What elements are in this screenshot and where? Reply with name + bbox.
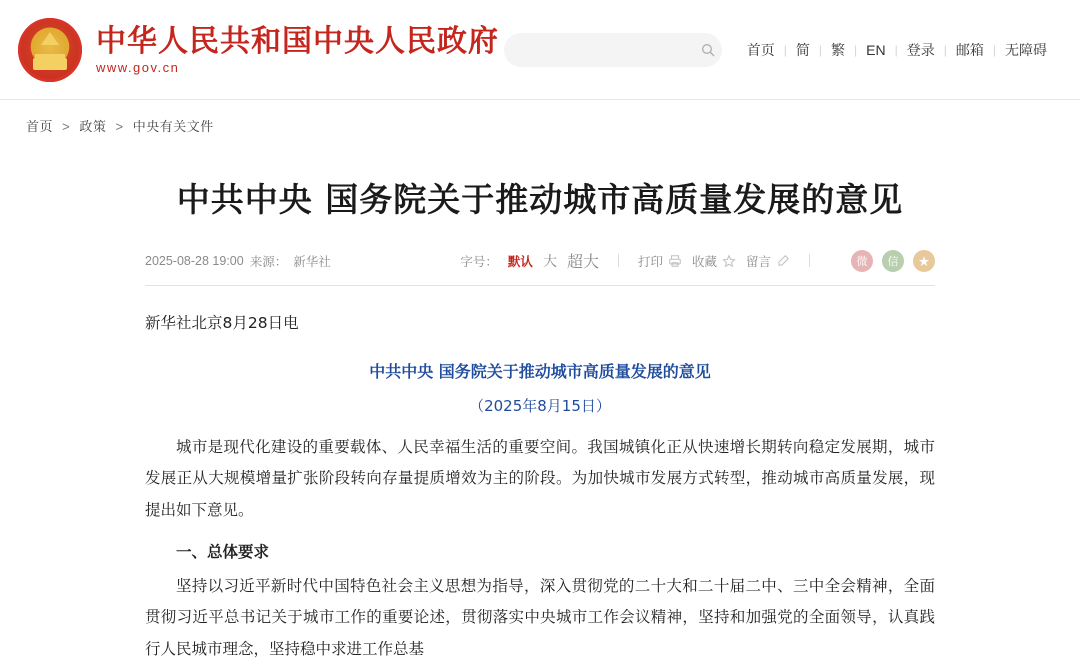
message-button[interactable]	[746, 252, 790, 270]
nav-separator: |	[818, 42, 823, 57]
section-heading: 一、总体要求	[176, 542, 270, 561]
star-icon	[722, 254, 736, 268]
nav-item-login[interactable]: 登录	[906, 41, 935, 58]
source-name: 新华社	[293, 254, 331, 269]
article-meta-bar	[145, 249, 935, 286]
search-input[interactable]	[520, 41, 700, 58]
search-box[interactable]	[504, 33, 722, 67]
site-title: 中华人民共和国中央人民政府	[96, 23, 499, 59]
pencil-icon	[776, 254, 790, 268]
tool-divider	[618, 254, 619, 267]
message-label: 留言	[745, 254, 771, 269]
brand-text	[96, 25, 499, 75]
nav-item-traditional[interactable]: 繁	[831, 41, 846, 58]
meta-tools	[460, 249, 935, 272]
breadcrumb-item-central-documents[interactable]: 中央有关文件	[132, 119, 214, 134]
nav-separator: |	[854, 42, 858, 57]
site-brand[interactable]	[18, 18, 499, 82]
document-inner-date: （2025年8月15日）	[469, 396, 611, 415]
favorite-share-icon[interactable]: ★	[913, 250, 935, 272]
weibo-share-icon[interactable]: 微	[851, 250, 873, 272]
breadcrumb	[0, 100, 1080, 135]
document-inner-title: 中共中央 国务院关于推动城市高质量发展的意见	[369, 361, 711, 381]
breadcrumb-separator: >	[115, 119, 124, 134]
meta-left	[145, 252, 331, 270]
fontsize-large-button[interactable]: 大	[542, 252, 557, 269]
paragraph: 坚持以习近平新时代中国特色社会主义思想为指导，深入贯彻党的二十大和二十届二中、三中全会精神，全面贯彻习近平总书记关于城市工作的重要论述，贯彻落实中央城市工作会议精神，坚持和加强党的全面领导，认真践行人民城市理念，坚持稳中求进工作总基	[145, 576, 935, 659]
publish-datetime: 2025-08-28 19:00	[145, 253, 244, 268]
article-body	[145, 286, 935, 666]
fontsize-label: 字号：	[460, 254, 498, 269]
nav-item-simplified[interactable]: 简	[795, 41, 810, 58]
dateline: 新华社北京8月28日电	[145, 314, 299, 333]
search-icon[interactable]	[700, 42, 716, 58]
breadcrumb-separator: >	[62, 119, 71, 134]
source-label: 来源：	[249, 254, 288, 269]
share-group	[851, 250, 935, 272]
collect-button[interactable]	[692, 252, 736, 270]
print-button[interactable]	[638, 252, 682, 270]
nav-item-home[interactable]: 首页	[746, 41, 775, 58]
collect-label: 收藏	[691, 254, 717, 269]
nav-item-accessibility[interactable]: 无障碍	[1005, 41, 1047, 58]
nav-separator: |	[992, 42, 996, 57]
article	[145, 135, 935, 666]
printer-icon	[668, 254, 682, 268]
nav-item-english[interactable]: EN	[866, 41, 886, 58]
paragraph: 城市是现代化建设的重要载体、人民幸福生活的重要空间。我国城镇化正从快速增长期转向稳定发展期，城市发展正从大规模增量扩张阶段转向存量提质增效为主的阶段。为加快城市发展方式转型，推动城市高质量发展，现提出如下意见。	[145, 437, 935, 520]
site-domain: www.gov.cn	[96, 59, 180, 75]
print-label: 打印	[637, 254, 663, 269]
fontsize-default-button[interactable]: 默认	[507, 254, 533, 269]
fontsize-xlarge-button[interactable]: 超大	[566, 254, 599, 272]
breadcrumb-item-policy[interactable]: 政策	[79, 119, 107, 134]
page-title: 中共中央 国务院关于推动城市高质量发展的意见	[176, 180, 904, 219]
header-right	[504, 33, 1056, 67]
nav-separator: |	[894, 42, 898, 57]
breadcrumb-item-home[interactable]: 首页	[26, 119, 54, 134]
site-header	[0, 0, 1080, 100]
nav-separator: |	[943, 42, 947, 57]
national-emblem-icon	[18, 18, 82, 82]
header-nav	[738, 40, 1056, 60]
nav-item-mail[interactable]: 邮箱	[955, 41, 984, 58]
wechat-share-icon[interactable]: 信	[882, 250, 904, 272]
tool-divider	[809, 254, 810, 267]
nav-separator: |	[783, 42, 787, 57]
